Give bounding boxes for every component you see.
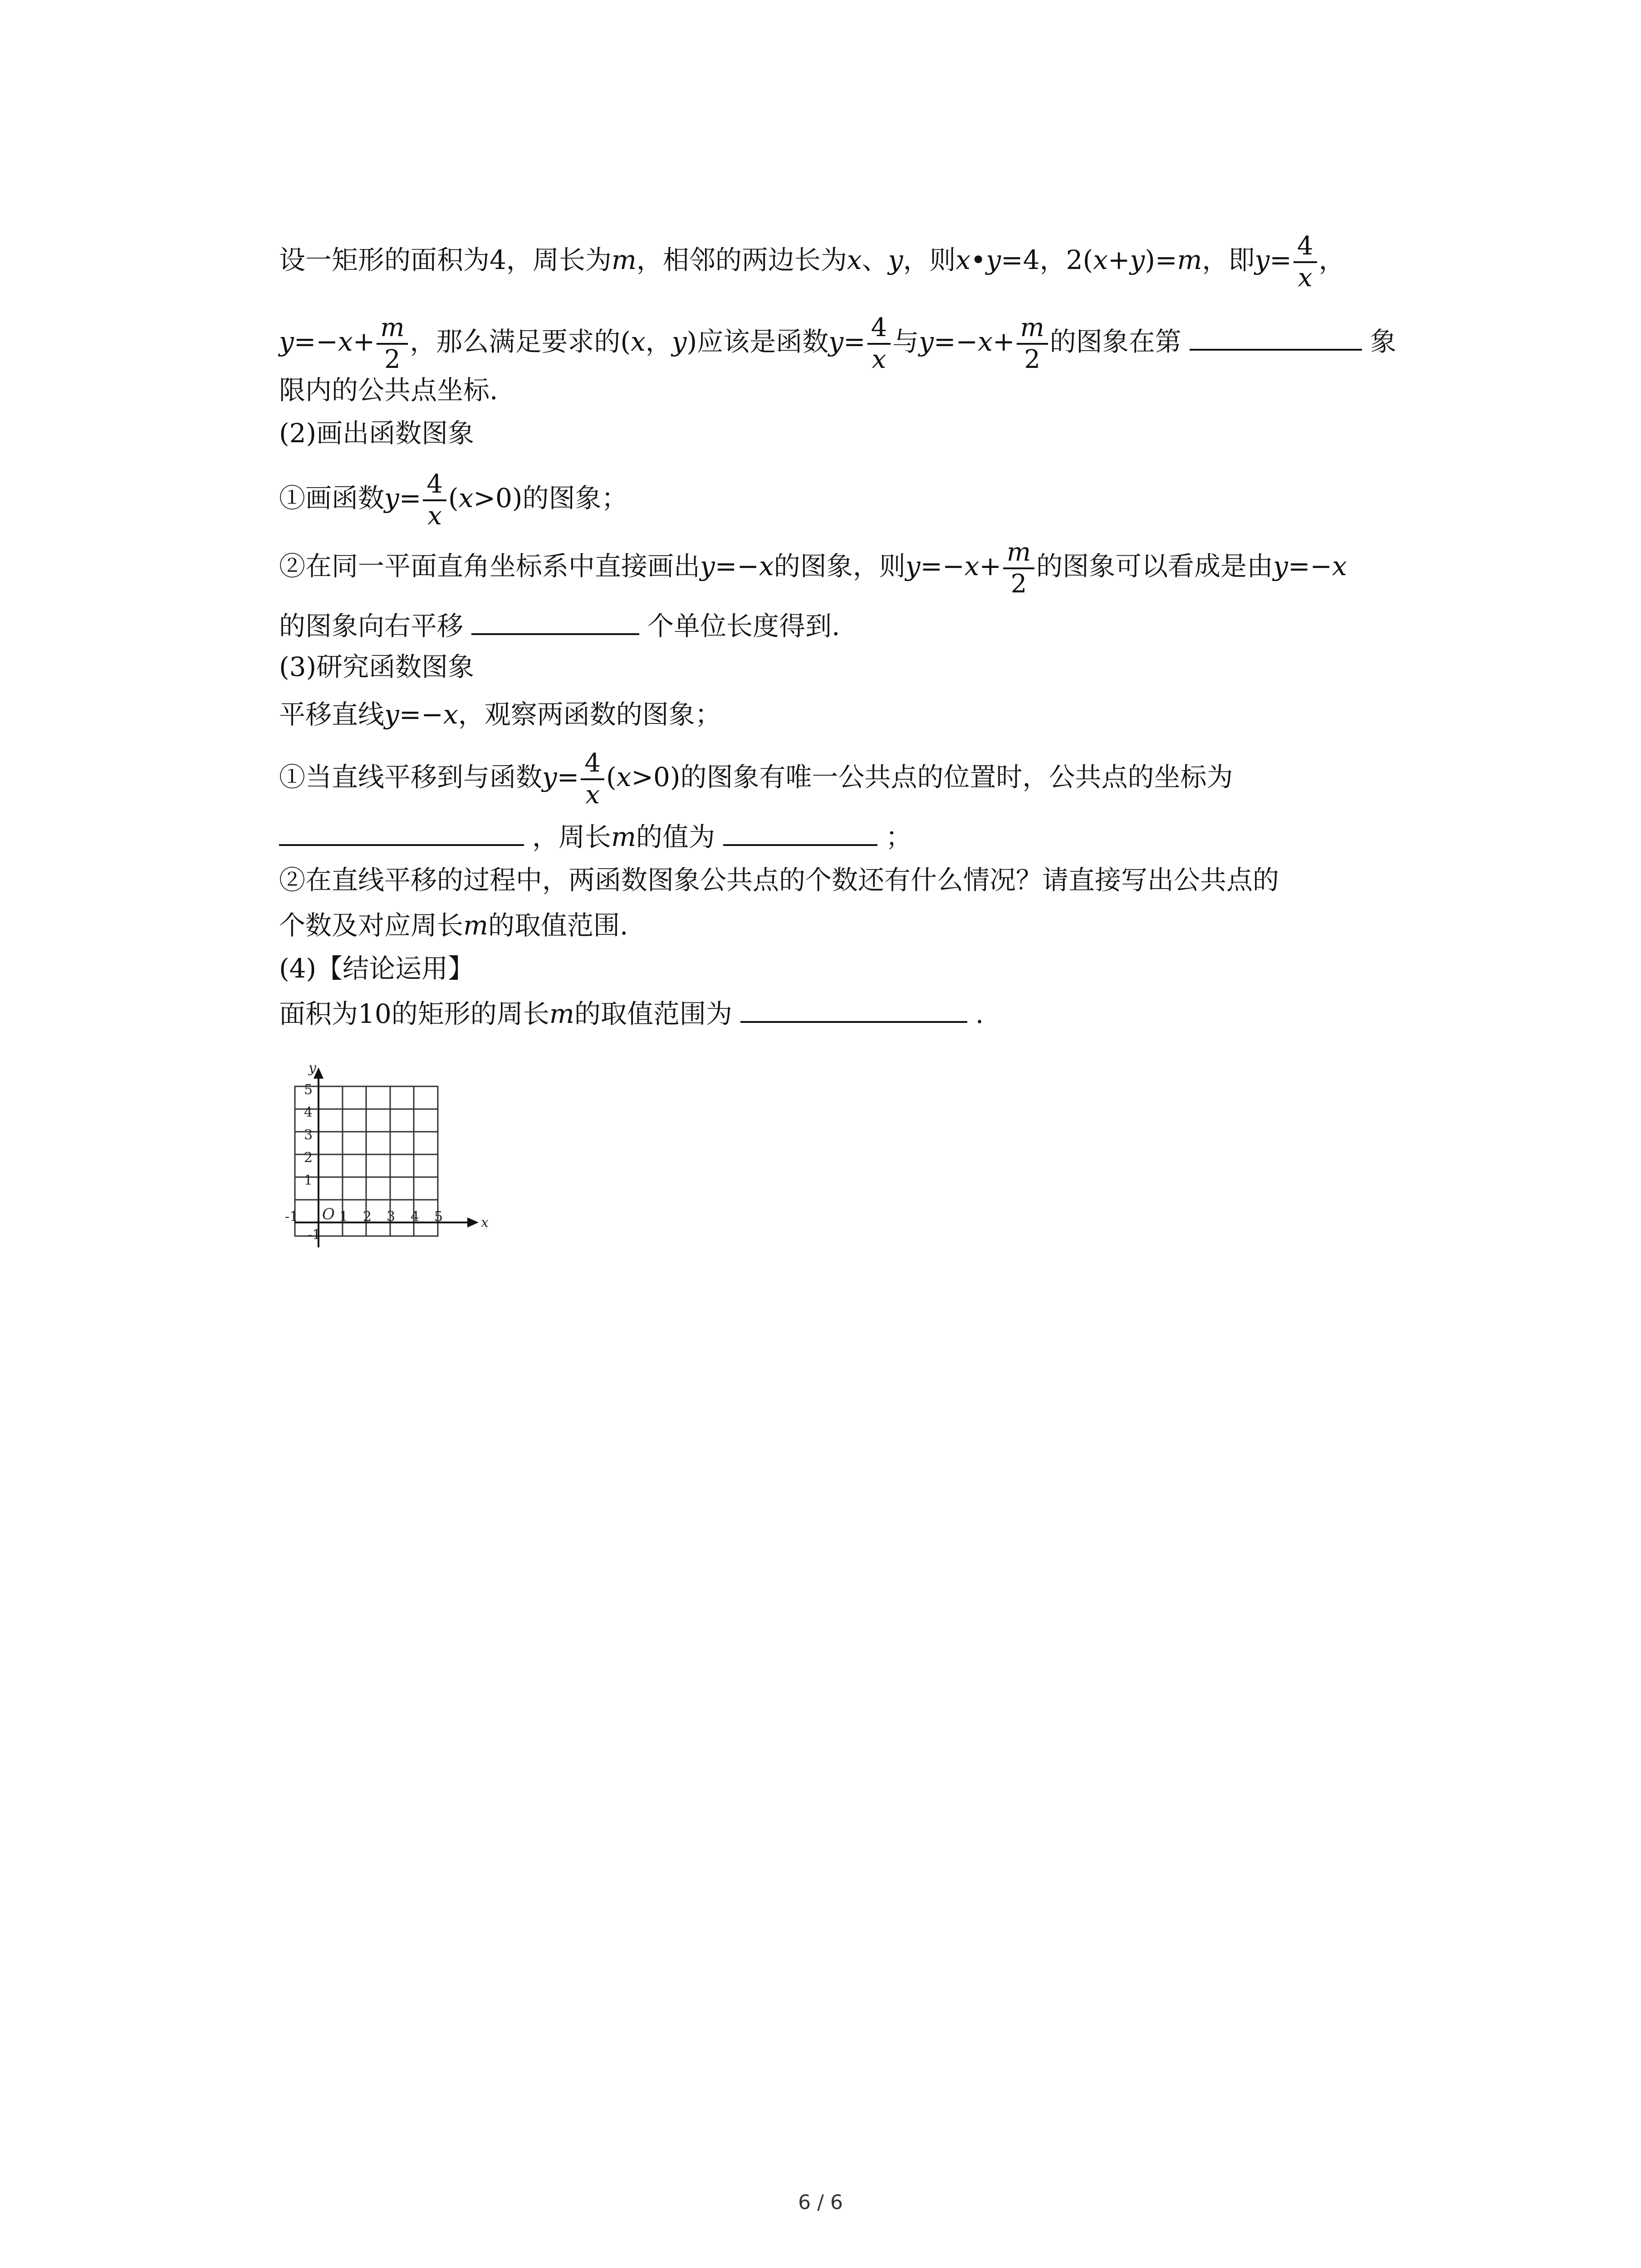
- fraction: [423, 469, 446, 531]
- denominator: x: [423, 499, 446, 531]
- text: )=: [1145, 244, 1177, 276]
- text: ，: [645, 326, 672, 357]
- text: 的取值范围.: [488, 910, 628, 941]
- numerator: 4: [871, 313, 887, 342]
- text: 的值为: [636, 821, 715, 852]
- text: .: [975, 998, 984, 1029]
- coordinate-grid: [272, 1057, 508, 1261]
- var: y: [828, 326, 843, 357]
- text-line-15: [279, 996, 1459, 1032]
- answer-blank[interactable]: [1190, 323, 1362, 351]
- denominator: x: [867, 343, 891, 375]
- text: ，相邻的两边长为: [636, 244, 847, 276]
- text: >0)的图象；: [473, 483, 628, 514]
- text: =−: [934, 326, 978, 357]
- page-number: 6 / 6: [798, 2191, 843, 2214]
- text: 的图象在第: [1049, 326, 1181, 357]
- text: =−: [715, 551, 759, 582]
- text: 个单位长度得到.: [647, 611, 840, 641]
- text: 的取值范围为: [574, 998, 732, 1029]
- fraction: [1017, 313, 1048, 375]
- answer-blank-coordinate[interactable]: [279, 819, 524, 846]
- section-heading-2: (2)画出函数图象: [279, 418, 475, 449]
- answer-blank-range[interactable]: [740, 996, 967, 1023]
- text: ，即: [1202, 244, 1255, 276]
- x-axis-arrow: [468, 1219, 476, 1226]
- text: 平移直线: [279, 699, 385, 730]
- fraction: [867, 313, 891, 375]
- x-tick-label: 4: [411, 1209, 420, 1225]
- text-line-5: [279, 469, 1459, 531]
- y-tick-label: 1: [304, 1173, 313, 1188]
- text: ，: [1318, 244, 1345, 276]
- numerator: 4: [426, 469, 443, 499]
- text: >0)的图象有唯一公共点的位置时，公共点的坐标为: [631, 762, 1233, 793]
- var: m: [1177, 244, 1202, 276]
- var: x: [978, 326, 993, 357]
- text: ①当直线平移到与函数: [279, 762, 543, 793]
- text: =−: [399, 699, 443, 730]
- numerator: m: [1007, 538, 1031, 567]
- x-axis-label: x: [481, 1215, 489, 1231]
- y-tick-label: 5: [304, 1082, 313, 1098]
- var: x: [847, 244, 862, 276]
- text-line-2: [279, 313, 1459, 375]
- section-heading-4: (4)【结论运用】: [279, 953, 475, 984]
- numerator: m: [1020, 313, 1044, 342]
- var: y: [1273, 551, 1288, 582]
- text: 的图象向右平移: [279, 611, 464, 641]
- text: +: [1107, 244, 1130, 276]
- text: ；: [886, 821, 912, 852]
- text: (: [448, 483, 459, 514]
- fraction: [1003, 538, 1034, 599]
- var: x: [338, 326, 353, 357]
- var: y: [542, 762, 557, 793]
- text: (: [606, 762, 617, 793]
- answer-blank-perimeter[interactable]: [723, 819, 877, 846]
- text: ，观察两函数的图象；: [458, 699, 721, 730]
- fraction: [377, 313, 408, 375]
- text: ，那么满足要求的(: [410, 326, 631, 357]
- text: =: [843, 326, 866, 357]
- text-line-13: [279, 907, 1459, 943]
- text: +: [992, 326, 1015, 357]
- text: )应该是函数: [686, 326, 829, 357]
- text: 面积为10的矩形的周长: [279, 998, 549, 1029]
- text: 与: [892, 326, 919, 357]
- text: =: [557, 762, 579, 793]
- y-tick-label: 2: [304, 1150, 313, 1166]
- x-tick-label: 5: [434, 1209, 443, 1225]
- text: 个数及对应周长: [279, 910, 464, 941]
- text: 、: [862, 244, 888, 276]
- denominator: 2: [377, 343, 408, 375]
- numerator: 4: [584, 748, 601, 778]
- var: m: [611, 821, 637, 852]
- text: +: [353, 326, 375, 357]
- text: 象: [1370, 326, 1396, 357]
- origin-label: O: [322, 1205, 335, 1223]
- var: y: [905, 551, 921, 582]
- text: 设一矩形的面积为4，周长为: [279, 244, 612, 276]
- numerator: m: [380, 313, 405, 342]
- text: ，则: [903, 244, 956, 276]
- fraction: [1293, 231, 1317, 293]
- denominator: 2: [1017, 343, 1048, 375]
- var: y: [700, 551, 715, 582]
- var: x: [955, 244, 971, 276]
- var: y: [1254, 244, 1270, 276]
- text: =−: [1288, 551, 1332, 582]
- var: y: [384, 699, 399, 730]
- y-tick-label: 4: [304, 1105, 313, 1120]
- var: x: [616, 762, 632, 793]
- var: x: [443, 699, 458, 730]
- var: y: [919, 326, 934, 357]
- y-tick-label: -1: [308, 1227, 321, 1243]
- text-line-3: 限内的公共点坐标.: [279, 375, 498, 406]
- numerator: 4: [1297, 231, 1313, 261]
- text-line-11: [279, 819, 1459, 855]
- text: ①画函数: [279, 483, 385, 514]
- section-heading-3: (3)研究函数图象: [279, 651, 475, 682]
- text: =−: [294, 326, 338, 357]
- text-line-12: ②在直线平移的过程中，两函数图象公共点的个数还有什么情况？请直接写出公共点的: [279, 865, 1279, 895]
- var: y: [888, 244, 903, 276]
- text: =4，2(: [1001, 244, 1093, 276]
- text-line-9: [279, 696, 1459, 733]
- dot: •: [970, 244, 986, 276]
- var: y: [671, 326, 687, 357]
- var: x: [631, 326, 646, 357]
- text-line-6: [279, 538, 1459, 599]
- var: x: [1332, 551, 1347, 582]
- text-line-1: [279, 231, 1459, 293]
- text: ，周长: [532, 821, 612, 852]
- text: =: [399, 483, 421, 514]
- x-tick-label: -1: [285, 1209, 299, 1225]
- var: x: [1093, 244, 1108, 276]
- text-line-7: [279, 608, 1459, 644]
- x-tick-label: 3: [387, 1209, 396, 1225]
- var: y: [986, 244, 1001, 276]
- x-tick-label: 1: [339, 1209, 348, 1225]
- var: m: [463, 910, 489, 941]
- text: ②在同一平面直角坐标系中直接画出: [279, 551, 700, 582]
- var: m: [549, 998, 574, 1029]
- var: x: [458, 483, 474, 514]
- fraction: [581, 748, 604, 810]
- denominator: x: [1293, 261, 1317, 293]
- text-line-10: [279, 748, 1459, 810]
- var: y: [1130, 244, 1145, 276]
- denominator: 2: [1003, 567, 1034, 599]
- text: =: [1269, 244, 1292, 276]
- denominator: x: [581, 778, 604, 810]
- var: y: [384, 483, 399, 514]
- text: =−: [920, 551, 965, 582]
- text: +: [979, 551, 1002, 582]
- var: y: [279, 326, 294, 357]
- var: m: [611, 244, 637, 276]
- y-axis-label: y: [309, 1060, 316, 1076]
- var: x: [759, 551, 774, 582]
- var: x: [964, 551, 980, 582]
- y-tick-label: 3: [304, 1127, 313, 1143]
- text: 的图象可以看成是由: [1036, 551, 1274, 582]
- answer-blank[interactable]: [471, 608, 639, 635]
- x-tick-label: 2: [363, 1209, 372, 1225]
- text: 的图象，则: [774, 551, 906, 582]
